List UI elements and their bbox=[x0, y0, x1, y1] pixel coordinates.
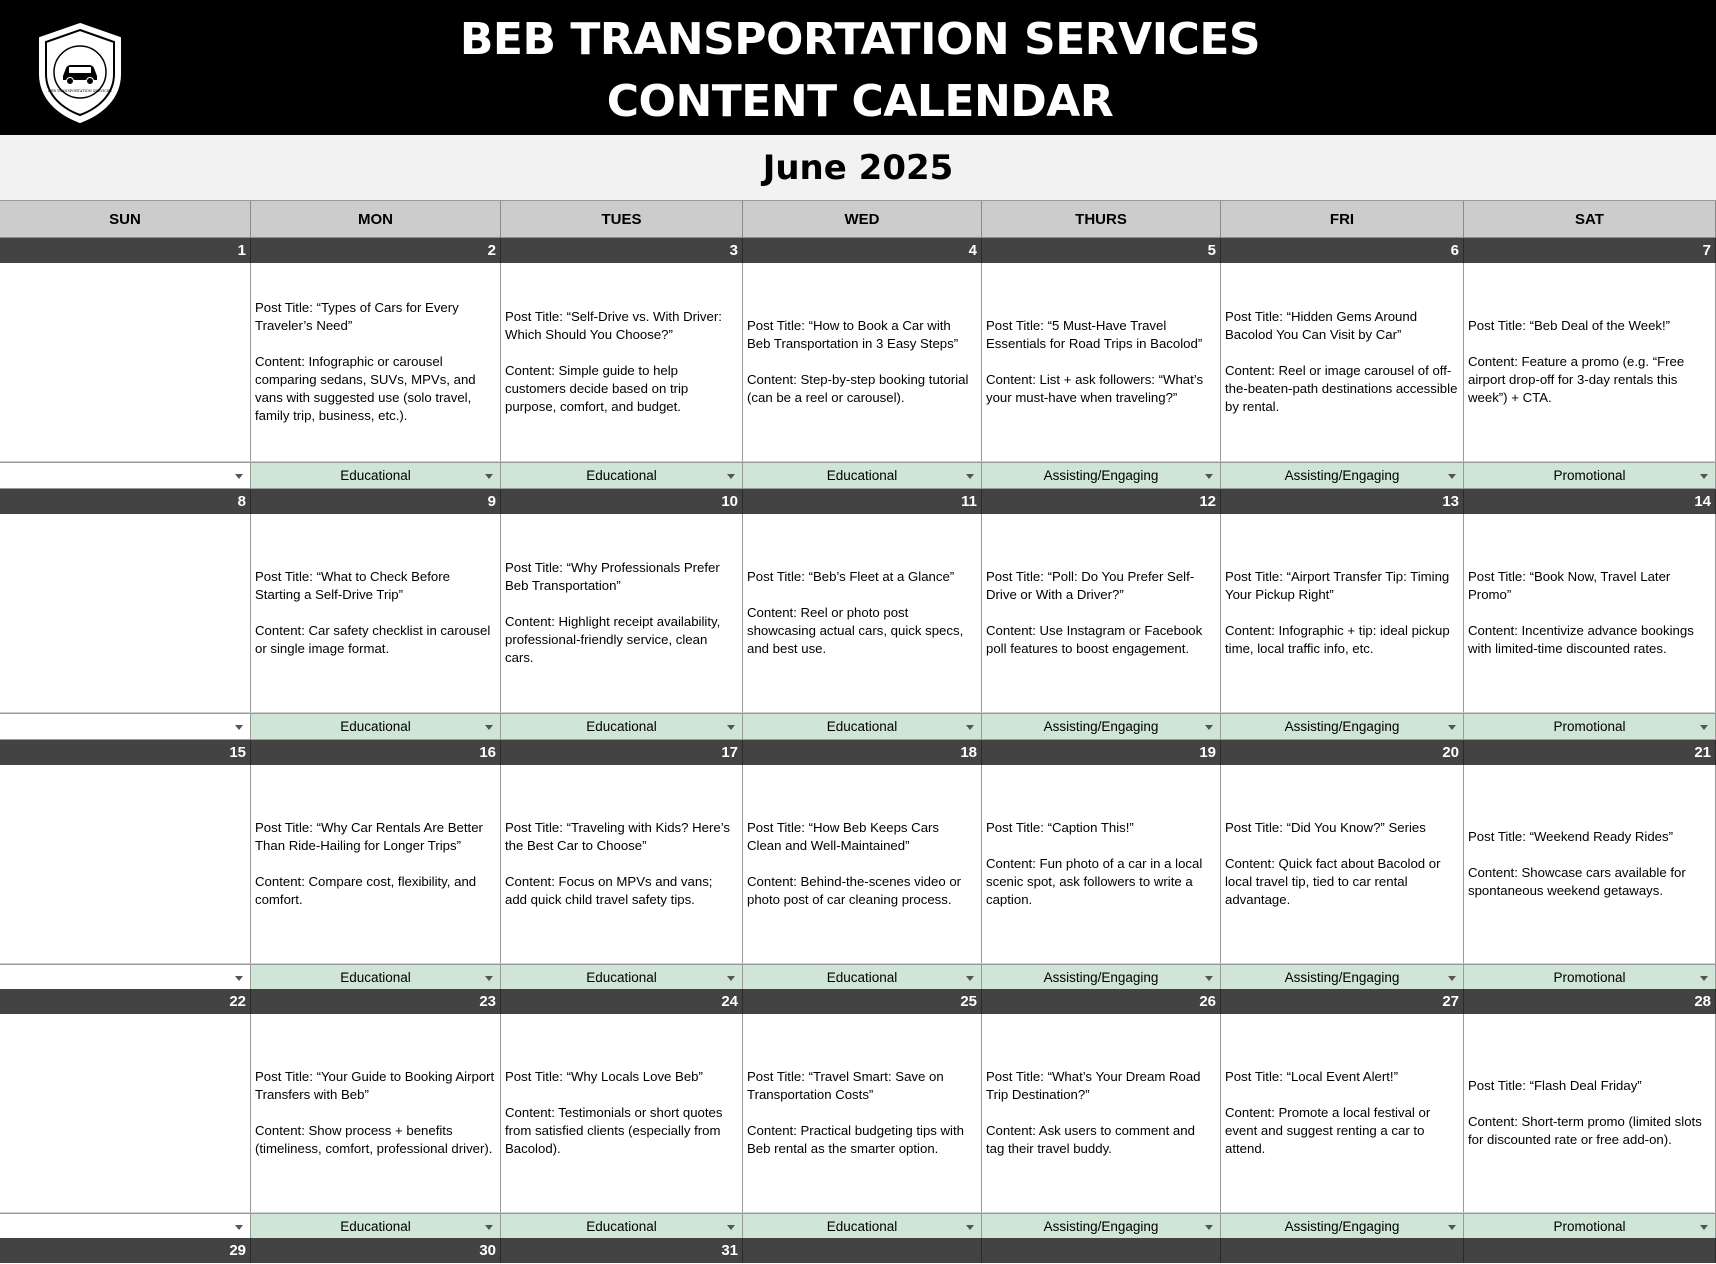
day-cell[interactable] bbox=[501, 263, 743, 462]
day-cell[interactable] bbox=[1221, 263, 1464, 462]
category-label: Educational bbox=[826, 970, 898, 985]
day-number: 10 bbox=[501, 489, 743, 514]
day-number: 9 bbox=[251, 489, 501, 514]
post-title: Post Title: “Why Professionals Prefer Beb Transportation” bbox=[505, 560, 720, 593]
day-cell[interactable] bbox=[1221, 514, 1464, 713]
post-content: Content: Focus on MPVs and vans; add quick child travel safety tips. bbox=[505, 874, 713, 907]
dow-tues: TUES bbox=[501, 201, 743, 238]
post-content: Content: Incentivize advance bookings with limited-time discounted rates. bbox=[1468, 623, 1694, 656]
category-row bbox=[0, 462, 1716, 489]
category-dropdown[interactable] bbox=[1464, 713, 1716, 740]
post-content-row bbox=[0, 1014, 1716, 1213]
post-content: Content: Quick fact about Bacolod or local travel tip, tied to car rental advantage. bbox=[1225, 856, 1441, 907]
post-title: Post Title: “Beb Deal of the Week!” bbox=[1468, 318, 1671, 333]
day-number bbox=[1221, 1238, 1464, 1263]
day-number: 1 bbox=[0, 238, 251, 263]
post-content: Content: Highlight receipt availability, professional-friendly service, clean cars. bbox=[505, 614, 721, 665]
category-dropdown[interactable] bbox=[0, 713, 251, 740]
category-dropdown[interactable] bbox=[1464, 1213, 1716, 1240]
post-title: Post Title: “Flash Deal Friday” bbox=[1468, 1078, 1642, 1093]
post-content: Content: Step-by-step booking tutorial (can be a reel or carousel). bbox=[747, 372, 969, 405]
day-cell[interactable] bbox=[251, 514, 501, 713]
day-number: 16 bbox=[251, 740, 501, 765]
post-content: Content: Ask users to comment and tag their travel buddy. bbox=[986, 1123, 1195, 1156]
day-cell[interactable] bbox=[982, 263, 1221, 462]
day-cell[interactable] bbox=[982, 765, 1221, 964]
post-title: Post Title: “Hidden Gems Around Bacolod You Can Visit by Car” bbox=[1225, 309, 1418, 342]
post-content-row bbox=[0, 263, 1716, 462]
day-number-bar bbox=[0, 238, 1716, 263]
category-dropdown[interactable] bbox=[501, 462, 743, 489]
day-number: 24 bbox=[501, 989, 743, 1014]
day-number: 27 bbox=[1221, 989, 1464, 1014]
day-cell[interactable] bbox=[501, 1014, 743, 1213]
category-dropdown[interactable] bbox=[0, 462, 251, 489]
category-label: Educational bbox=[340, 1219, 411, 1234]
dropdown-caret-icon[interactable] bbox=[235, 1225, 243, 1230]
day-number-bar bbox=[0, 989, 1716, 1014]
day-number: 28 bbox=[1464, 989, 1716, 1014]
dropdown-caret-icon[interactable] bbox=[1448, 725, 1456, 730]
calendar-header bbox=[0, 0, 1716, 135]
category-label: Educational bbox=[826, 719, 898, 734]
category-dropdown[interactable] bbox=[251, 713, 501, 740]
post-content: Content: Use Instagram or Facebook poll features to boost engagement. bbox=[986, 623, 1203, 656]
dropdown-caret-icon[interactable] bbox=[727, 976, 735, 981]
dropdown-caret-icon[interactable] bbox=[1448, 976, 1456, 981]
category-dropdown[interactable] bbox=[1221, 964, 1464, 991]
week-row-1 bbox=[0, 238, 1716, 489]
week-row-2 bbox=[0, 489, 1716, 740]
post-title: Post Title: “5 Must-Have Travel Essentials for Road Trips in Bacolod” bbox=[986, 318, 1203, 351]
day-cell[interactable] bbox=[743, 1014, 982, 1213]
dropdown-caret-icon[interactable] bbox=[1205, 725, 1213, 730]
day-number: 29 bbox=[0, 1238, 251, 1263]
day-number: 25 bbox=[743, 989, 982, 1014]
category-label: Assisting/Engaging bbox=[1284, 719, 1400, 734]
category-dropdown[interactable] bbox=[501, 964, 743, 991]
post-content: Content: Reel or image carousel of off-the-beaten-path destinations accessible by rental. bbox=[1225, 363, 1458, 414]
day-number bbox=[1464, 1238, 1716, 1263]
dow-fri: FRI bbox=[1221, 201, 1464, 238]
post-content: Content: Behind-the-scenes video or photo post of car cleaning process. bbox=[747, 874, 962, 907]
dow-sat: SAT bbox=[1464, 201, 1716, 238]
day-number: 14 bbox=[1464, 489, 1716, 514]
day-number-bar bbox=[0, 740, 1716, 765]
post-title: Post Title: “Why Car Rentals Are Better Than Ride-Hailing for Longer Trips” bbox=[255, 820, 483, 853]
category-label: Assisting/Engaging bbox=[1043, 719, 1159, 734]
day-number-bar bbox=[0, 489, 1716, 514]
dropdown-caret-icon[interactable] bbox=[966, 976, 974, 981]
category-dropdown[interactable] bbox=[0, 964, 251, 991]
category-dropdown[interactable] bbox=[1464, 462, 1716, 489]
post-title: Post Title: “How to Book a Car with Beb Transportation in 3 Easy Steps” bbox=[747, 318, 959, 351]
post-content: Content: Simple guide to help customers decide based on trip purpose, comfort, and budget. bbox=[505, 363, 689, 414]
post-content: Content: Fun photo of a car in a local scenic spot, ask followers to write a caption. bbox=[986, 856, 1203, 907]
logo-text: BEB TRANSPORTATION SERVICES bbox=[48, 89, 112, 93]
day-cell[interactable] bbox=[0, 1014, 251, 1213]
day-number: 12 bbox=[982, 489, 1221, 514]
category-label: Assisting/Engaging bbox=[1043, 1219, 1159, 1234]
category-label: Assisting/Engaging bbox=[1043, 970, 1159, 985]
category-label: Assisting/Engaging bbox=[1284, 468, 1400, 483]
day-number: 18 bbox=[743, 740, 982, 765]
post-title: Post Title: “Local Event Alert!” bbox=[1225, 1069, 1398, 1084]
category-dropdown[interactable] bbox=[1464, 964, 1716, 991]
category-label: Promotional bbox=[1553, 468, 1626, 483]
dow-mon: MON bbox=[251, 201, 501, 238]
post-content: Content: Infographic + tip: ideal pickup time, local traffic info, etc. bbox=[1225, 623, 1450, 656]
day-cell[interactable] bbox=[1464, 263, 1716, 462]
dropdown-caret-icon[interactable] bbox=[485, 1225, 493, 1230]
post-title: Post Title: “Travel Smart: Save on Transportation Costs” bbox=[747, 1069, 944, 1102]
day-number: 22 bbox=[0, 989, 251, 1014]
post-title: Post Title: “What’s Your Dream Road Trip Destination?” bbox=[986, 1069, 1201, 1102]
post-content-row bbox=[0, 765, 1716, 964]
post-title: Post Title: “Your Guide to Booking Airport Transfers with Beb” bbox=[255, 1069, 495, 1102]
dropdown-caret-icon[interactable] bbox=[485, 725, 493, 730]
day-cell[interactable] bbox=[1464, 514, 1716, 713]
day-cell[interactable] bbox=[982, 514, 1221, 713]
category-label: Educational bbox=[586, 468, 657, 483]
post-content-row bbox=[0, 514, 1716, 713]
category-dropdown[interactable] bbox=[982, 713, 1221, 740]
category-label: Promotional bbox=[1553, 719, 1626, 734]
category-row bbox=[0, 1213, 1716, 1240]
day-cell[interactable] bbox=[743, 514, 982, 713]
category-dropdown[interactable] bbox=[501, 1213, 743, 1240]
week-row-5 bbox=[0, 1238, 1716, 1263]
category-row bbox=[0, 964, 1716, 991]
category-label: Promotional bbox=[1553, 970, 1626, 985]
post-title: Post Title: “Did You Know?” Series bbox=[1225, 820, 1426, 835]
day-of-week-header bbox=[0, 201, 1716, 238]
post-title: Post Title: “Caption This!” bbox=[986, 820, 1134, 835]
category-label: Educational bbox=[340, 468, 411, 483]
category-dropdown[interactable] bbox=[982, 1213, 1221, 1240]
category-label: Assisting/Engaging bbox=[1284, 1219, 1400, 1234]
dropdown-caret-icon[interactable] bbox=[1700, 976, 1708, 981]
category-dropdown[interactable] bbox=[251, 462, 501, 489]
day-number: 4 bbox=[743, 238, 982, 263]
day-cell[interactable] bbox=[1221, 1014, 1464, 1213]
day-cell[interactable] bbox=[0, 765, 251, 964]
dropdown-caret-icon[interactable] bbox=[966, 1225, 974, 1230]
day-cell[interactable] bbox=[1464, 1014, 1716, 1213]
day-cell[interactable] bbox=[501, 765, 743, 964]
category-dropdown[interactable] bbox=[1221, 713, 1464, 740]
dropdown-caret-icon[interactable] bbox=[1205, 1225, 1213, 1230]
category-dropdown[interactable] bbox=[1221, 462, 1464, 489]
category-dropdown[interactable] bbox=[251, 1213, 501, 1240]
post-content: Content: Reel or photo post showcasing actual cars, quick specs, and best use. bbox=[747, 605, 964, 656]
week-row-3 bbox=[0, 740, 1716, 991]
day-number: 2 bbox=[251, 238, 501, 263]
category-dropdown[interactable] bbox=[0, 1213, 251, 1240]
day-cell[interactable] bbox=[251, 1014, 501, 1213]
post-content: Content: Feature a promo (e.g. “Free airport drop-off for 3-day rentals this week”) + CTA. bbox=[1468, 354, 1685, 405]
day-number: 8 bbox=[0, 489, 251, 514]
category-label: Educational bbox=[826, 1219, 898, 1234]
day-cell[interactable] bbox=[1464, 765, 1716, 964]
dropdown-caret-icon[interactable] bbox=[1448, 474, 1456, 479]
day-cell[interactable] bbox=[501, 514, 743, 713]
day-cell[interactable] bbox=[251, 765, 501, 964]
day-number: 23 bbox=[251, 989, 501, 1014]
day-number: 19 bbox=[982, 740, 1221, 765]
day-number: 3 bbox=[501, 238, 743, 263]
dropdown-caret-icon[interactable] bbox=[966, 725, 974, 730]
category-label: Educational bbox=[586, 719, 657, 734]
category-label: Educational bbox=[586, 1219, 657, 1234]
day-number-bar bbox=[0, 1238, 1716, 1263]
month-title: June 2025 bbox=[0, 135, 1716, 201]
dropdown-caret-icon[interactable] bbox=[235, 725, 243, 730]
day-cell[interactable] bbox=[743, 765, 982, 964]
category-dropdown[interactable] bbox=[982, 462, 1221, 489]
dropdown-caret-icon[interactable] bbox=[1700, 474, 1708, 479]
post-content: Content: List + ask followers: “What’s your must-have when traveling?” bbox=[986, 372, 1204, 405]
dropdown-caret-icon[interactable] bbox=[727, 474, 735, 479]
day-number: 5 bbox=[982, 238, 1221, 263]
category-label: Promotional bbox=[1553, 1219, 1626, 1234]
dropdown-caret-icon[interactable] bbox=[727, 1225, 735, 1230]
post-content: Content: Show process + benefits (timeliness, comfort, professional driver). bbox=[255, 1123, 493, 1156]
dropdown-caret-icon[interactable] bbox=[485, 474, 493, 479]
day-cell[interactable] bbox=[982, 1014, 1221, 1213]
day-number: 13 bbox=[1221, 489, 1464, 514]
dropdown-caret-icon[interactable] bbox=[1205, 474, 1213, 479]
category-dropdown[interactable] bbox=[1221, 1213, 1464, 1240]
category-label: Assisting/Engaging bbox=[1284, 970, 1400, 985]
post-content: Content: Infographic or carousel comparing sedans, SUVs, MPVs, and vans with suggested use (solo travel, family trip, business, etc.). bbox=[255, 354, 476, 423]
post-title: Post Title: “Airport Transfer Tip: Timing Your Pickup Right” bbox=[1225, 569, 1450, 602]
day-number: 30 bbox=[251, 1238, 501, 1263]
page-title-line-1: BEB TRANSPORTATION SERVICES bbox=[459, 14, 1261, 65]
post-title: Post Title: “Weekend Ready Rides” bbox=[1468, 829, 1673, 844]
category-row bbox=[0, 713, 1716, 740]
category-label: Educational bbox=[340, 970, 411, 985]
category-dropdown[interactable] bbox=[501, 713, 743, 740]
post-title: Post Title: “What to Check Before Starting a Self-Drive Trip” bbox=[255, 569, 450, 602]
post-content: Content: Testimonials or short quotes from satisfied clients (especially from Bacolod). bbox=[505, 1105, 723, 1156]
dow-sun: SUN bbox=[0, 201, 251, 238]
day-number: 6 bbox=[1221, 238, 1464, 263]
dropdown-caret-icon[interactable] bbox=[727, 725, 735, 730]
category-label: Educational bbox=[826, 468, 898, 483]
dropdown-caret-icon[interactable] bbox=[966, 474, 974, 479]
post-content: Content: Showcase cars available for spontaneous weekend getaways. bbox=[1468, 865, 1686, 898]
post-title: Post Title: “Types of Cars for Every Traveler’s Need” bbox=[255, 300, 459, 333]
category-label: Educational bbox=[340, 719, 411, 734]
day-number bbox=[743, 1238, 982, 1263]
category-dropdown[interactable] bbox=[743, 964, 982, 991]
post-title: Post Title: “Traveling with Kids? Here’s the Best Car to Choose” bbox=[505, 820, 731, 853]
day-number: 17 bbox=[501, 740, 743, 765]
day-number: 20 bbox=[1221, 740, 1464, 765]
dropdown-caret-icon[interactable] bbox=[235, 474, 243, 479]
post-content: Content: Short-term promo (limited slots for discounted rate or free add-on). bbox=[1468, 1114, 1702, 1147]
category-dropdown[interactable] bbox=[743, 462, 982, 489]
day-cell[interactable] bbox=[0, 514, 251, 713]
post-content: Content: Car safety checklist in carousel or single image format. bbox=[255, 623, 491, 656]
day-number: 7 bbox=[1464, 238, 1716, 263]
category-dropdown[interactable] bbox=[743, 1213, 982, 1240]
day-number: 26 bbox=[982, 989, 1221, 1014]
dropdown-caret-icon[interactable] bbox=[1448, 1225, 1456, 1230]
post-content: Content: Compare cost, flexibility, and comfort. bbox=[255, 874, 477, 907]
day-cell[interactable] bbox=[1221, 765, 1464, 964]
post-title: Post Title: “Self-Drive vs. With Driver: Which Should You Choose?” bbox=[505, 309, 722, 342]
post-title: Post Title: “How Beb Keeps Cars Clean and Well-Maintained” bbox=[747, 820, 940, 853]
category-dropdown[interactable] bbox=[982, 964, 1221, 991]
post-title: Post Title: “Why Locals Love Beb” bbox=[505, 1069, 703, 1084]
day-number: 11 bbox=[743, 489, 982, 514]
category-dropdown[interactable] bbox=[251, 964, 501, 991]
dropdown-caret-icon[interactable] bbox=[1205, 976, 1213, 981]
day-number: 31 bbox=[501, 1238, 743, 1263]
dropdown-caret-icon[interactable] bbox=[485, 976, 493, 981]
post-title: Post Title: “Book Now, Travel Later Promo” bbox=[1468, 569, 1671, 602]
day-number bbox=[982, 1238, 1221, 1263]
dow-thurs: THURS bbox=[982, 201, 1221, 238]
day-number: 15 bbox=[0, 740, 251, 765]
dow-wed: WED bbox=[743, 201, 982, 238]
post-title: Post Title: “Beb’s Fleet at a Glance” bbox=[747, 569, 955, 584]
post-content: Content: Promote a local festival or event and suggest renting a car to attend. bbox=[1225, 1105, 1431, 1156]
dropdown-caret-icon[interactable] bbox=[1700, 1225, 1708, 1230]
post-content: Content: Practical budgeting tips with Beb rental as the smarter option. bbox=[747, 1123, 964, 1156]
day-cell[interactable] bbox=[743, 263, 982, 462]
day-cell[interactable] bbox=[251, 263, 501, 462]
category-label: Assisting/Engaging bbox=[1043, 468, 1159, 483]
day-number: 21 bbox=[1464, 740, 1716, 765]
post-title: Post Title: “Poll: Do You Prefer Self-Drive or With a Driver?” bbox=[986, 569, 1195, 602]
dropdown-caret-icon[interactable] bbox=[1700, 725, 1708, 730]
day-cell[interactable] bbox=[0, 263, 251, 462]
page-title-line-2: CONTENT CALENDAR bbox=[606, 76, 1114, 127]
dropdown-caret-icon[interactable] bbox=[235, 976, 243, 981]
week-row-4 bbox=[0, 989, 1716, 1240]
category-label: Educational bbox=[586, 970, 657, 985]
category-dropdown[interactable] bbox=[743, 713, 982, 740]
